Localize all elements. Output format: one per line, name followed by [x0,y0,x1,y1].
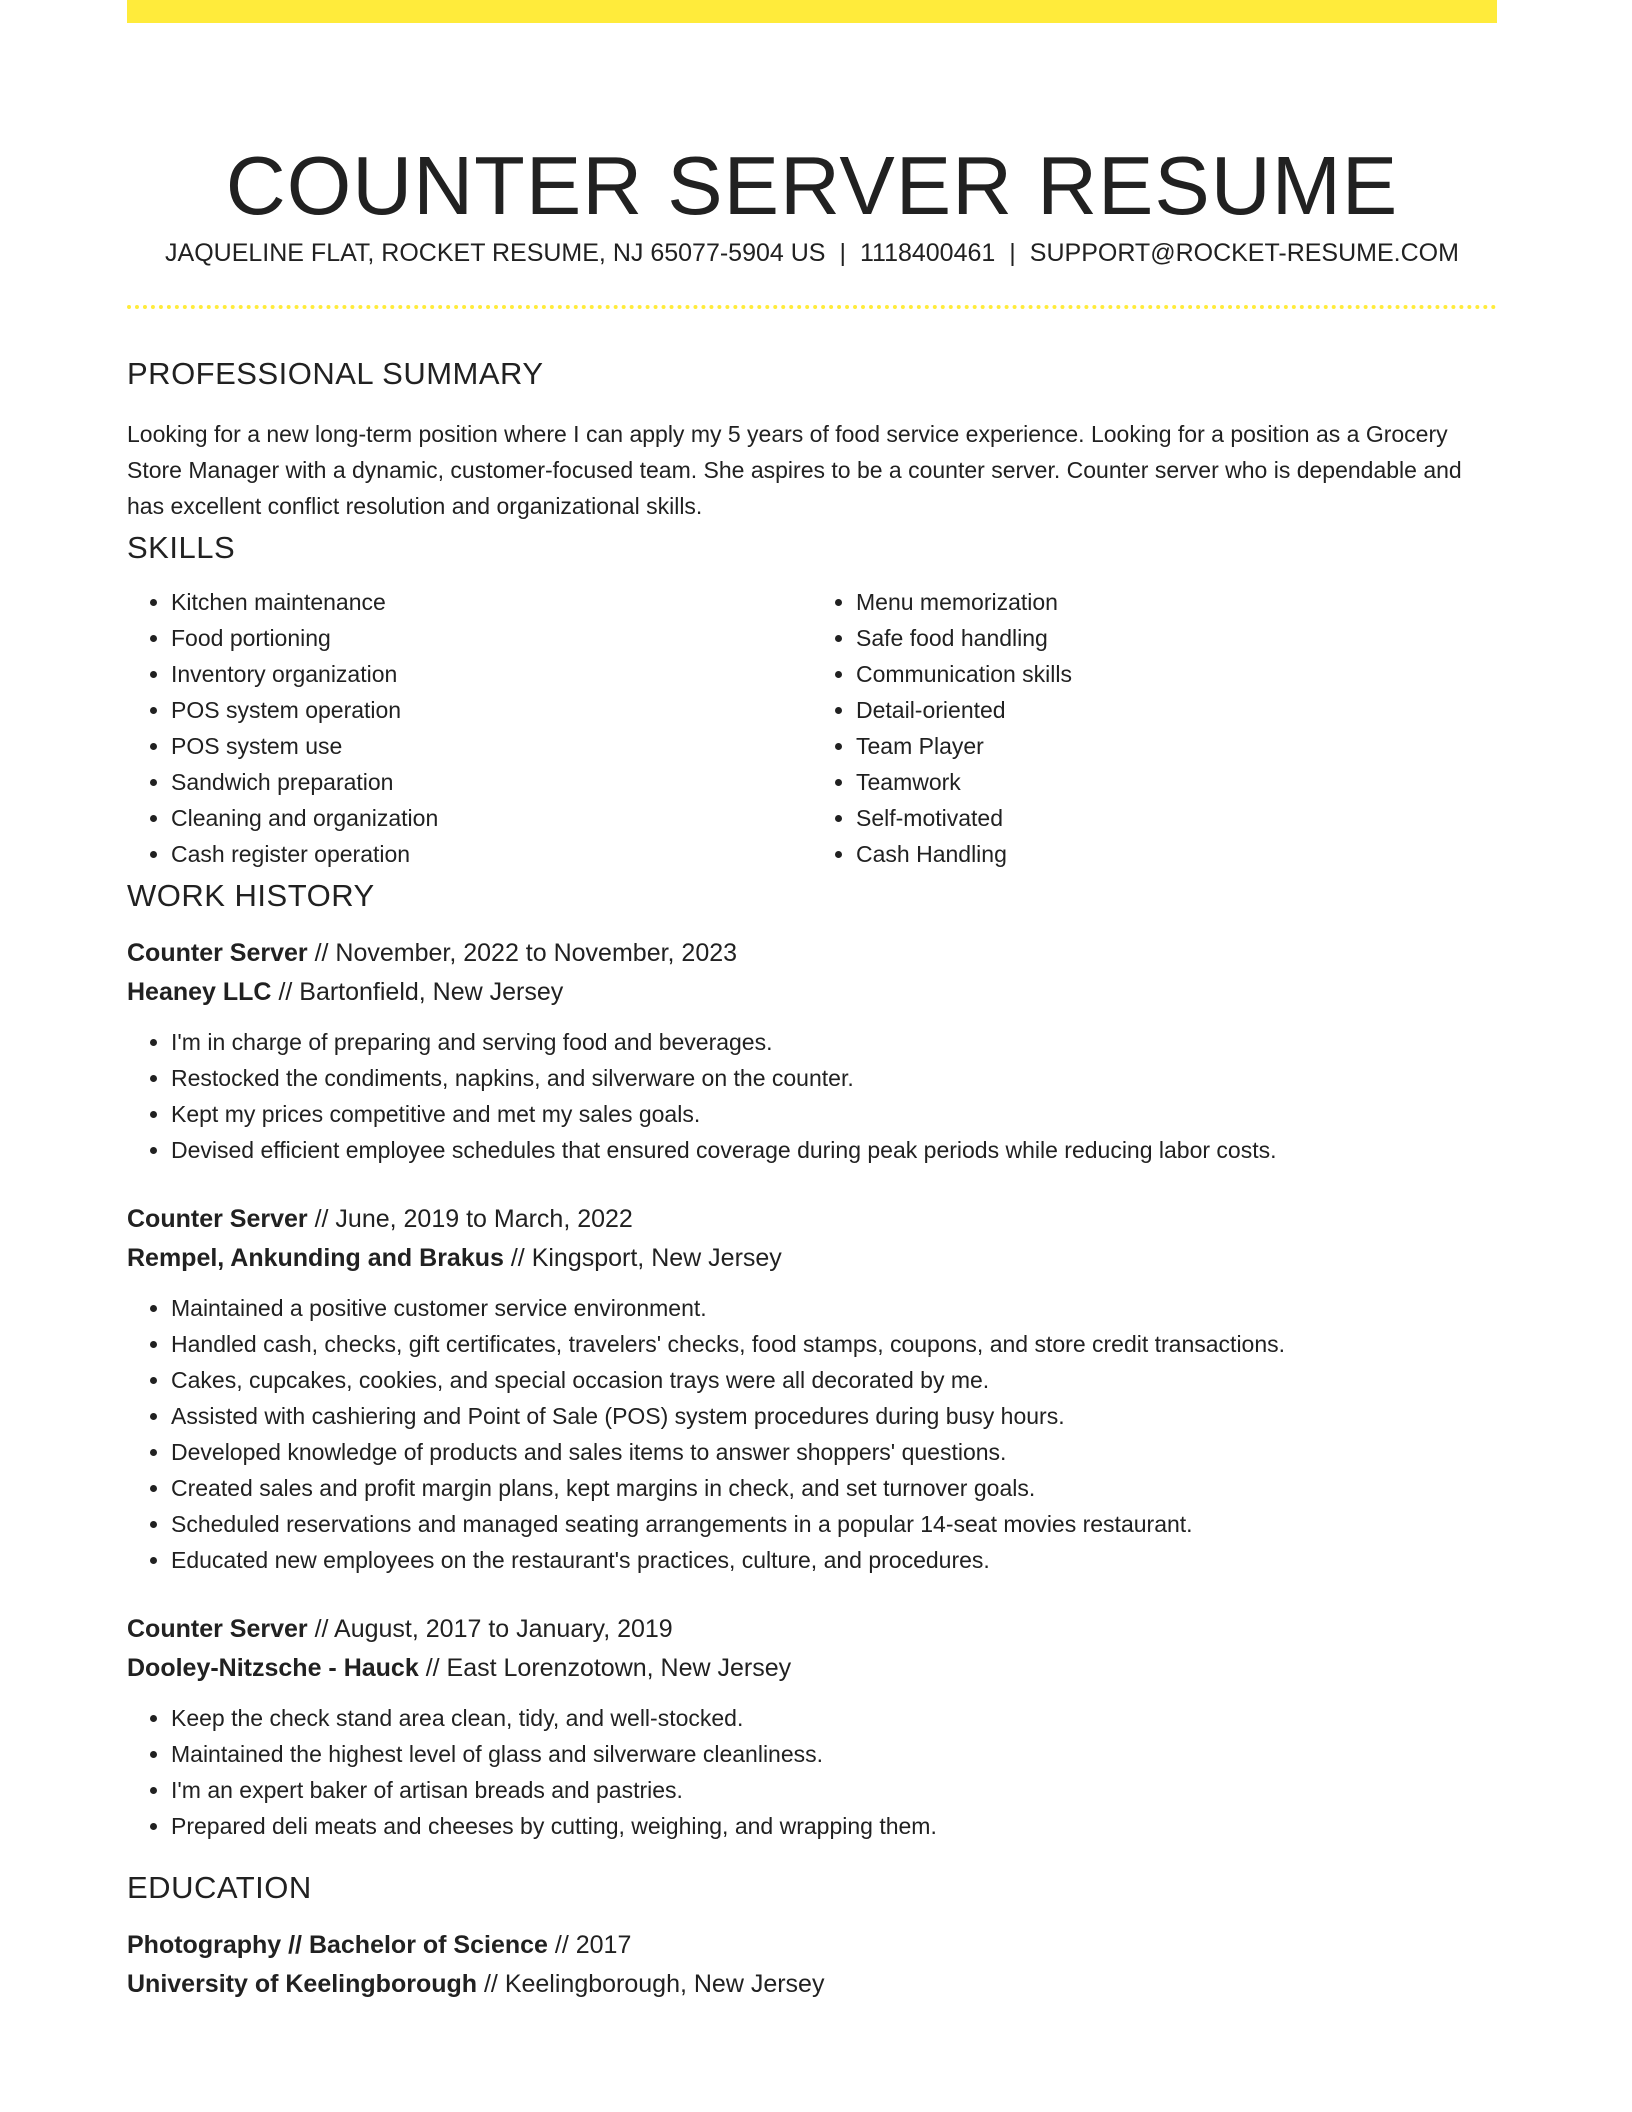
skills-columns [127,584,1497,872]
job-bullet: • Cakes, cupcakes, cookies, and special occasion trays were all decorated by me. [171,1362,1497,1398]
summary-text: Looking for a new long-term position where I can apply my 5 years of food service experience. Looking for a position as a Grocery Store Manager with a dynamic, customer-focused team. She aspires to be a counter server. Counter server who is dependable and has excellent conflict resolution and organizational skills. [127,421,1462,519]
education-school-line [127,1965,1497,2004]
job-bullets [127,1290,1497,1578]
skill-item: • Inventory organization [171,656,812,692]
job-bullets [127,1700,1497,1844]
skill-item: • Safe food handling [856,620,1497,656]
contact-phone: 1118400461 [859,239,996,267]
job-bullet: • Assisted with cashiering and Point of Sale (POS) system procedures during busy hours. [171,1398,1497,1434]
skill-item: • Cleaning and organization [171,800,812,836]
job-company-line [127,973,1497,1012]
job-entry [127,1200,1497,1578]
education-location: // Keelingborough, New Jersey [483,1970,825,1998]
job-title-line [127,934,1497,973]
job-bullet: • Scheduled reservations and managed seating arrangements in a popular 14-seat movies restaurant. [171,1506,1497,1542]
accent-top-bar [127,0,1497,23]
education-degree-line [127,1926,1497,1965]
job-bullet: • Restocked the condiments, napkins, and silverware on the counter. [171,1060,1497,1096]
job-location: // Kingsport, New Jersey [510,1244,782,1272]
skill-item: • Menu memorization [856,584,1497,620]
job-location: // Bartonfield, New Jersey [278,978,564,1006]
education-school: University of Keelingborough [127,1970,478,1998]
job-entry [127,934,1497,1168]
contact-email: SUPPORT@ROCKET-RESUME.COM [1029,239,1459,267]
job-entry [127,1610,1497,1844]
skill-item: • Food portioning [171,620,812,656]
skill-item: • Detail-oriented [856,692,1497,728]
education-year: // 2017 [554,1931,632,1959]
work-history-heading: WORK HISTORY [127,878,375,913]
job-dates: // November, 2022 to November, 2023 [314,939,738,967]
skills-list-right [812,584,1497,872]
skill-item: • Kitchen maintenance [171,584,812,620]
skill-item: • Sandwich preparation [171,764,812,800]
job-bullet: • Keep the check stand area clean, tidy, and well-stocked. [171,1700,1497,1736]
contact-address: JAQUELINE FLAT, ROCKET RESUME, NJ 65077-5904 US [165,239,826,267]
job-company-line [127,1239,1497,1278]
job-bullet: • Created sales and profit margin plans, kept margins in check, and set turnover goals. [171,1470,1497,1506]
job-company: Dooley-Nitzsche - Hauck [127,1654,419,1682]
job-title: Counter Server [127,1615,308,1643]
contact-separator: | [839,239,846,267]
job-bullet: • Developed knowledge of products and sales items to answer shoppers' questions. [171,1434,1497,1470]
job-bullet: • Educated new employees on the restaurant's practices, culture, and procedures. [171,1542,1497,1578]
job-bullet: • Kept my prices competitive and met my sales goals. [171,1096,1497,1132]
job-bullet: • Maintained a positive customer service environment. [171,1290,1497,1326]
summary-heading: PROFESSIONAL SUMMARY [127,356,544,391]
job-company: Rempel, Ankunding and Brakus [127,1244,504,1272]
job-dates: // August, 2017 to January, 2019 [314,1615,673,1643]
skill-item: • POS system use [171,728,812,764]
job-title-line [127,1610,1497,1649]
skill-item: • Communication skills [856,656,1497,692]
skills-list-left [127,584,812,872]
education-heading: EDUCATION [127,1870,312,1905]
job-title: Counter Server [127,939,308,967]
skill-item: • Cash Handling [856,836,1497,872]
job-bullet: • Handled cash, checks, gift certificates, travelers' checks, food stamps, coupons, and store credit transactions. [171,1326,1497,1362]
job-bullet: • I'm an expert baker of artisan breads and pastries. [171,1772,1497,1808]
skill-item: • POS system operation [171,692,812,728]
job-company-line [127,1649,1497,1688]
page-title: COUNTER SERVER RESUME [225,138,1399,232]
job-company: Heaney LLC [127,978,272,1006]
job-bullet: • Prepared deli meats and cheeses by cutting, weighing, and wrapping them. [171,1808,1497,1844]
resume-content [127,350,1497,2004]
job-bullet: • I'm in charge of preparing and serving food and beverages. [171,1024,1497,1060]
skills-heading: SKILLS [127,530,236,565]
job-location: // East Lorenzotown, New Jersey [425,1654,792,1682]
contact-line [127,236,1497,270]
contact-separator: | [1009,239,1016,267]
job-bullet: • Maintained the highest level of glass and silverware cleanliness. [171,1736,1497,1772]
job-bullet: • Devised efficient employee schedules that ensured coverage during peak periods while reducing labor costs. [171,1132,1497,1168]
job-title-line [127,1200,1497,1239]
job-bullets [127,1024,1497,1168]
dotted-divider [127,305,1497,309]
education-entry [127,1926,1497,2004]
job-title: Counter Server [127,1205,308,1233]
skill-item: • Cash register operation [171,836,812,872]
job-dates: // June, 2019 to March, 2022 [314,1205,633,1233]
skill-item: • Teamwork [856,764,1497,800]
skill-item: • Team Player [856,728,1497,764]
education-degree: Photography // Bachelor of Science [127,1931,548,1959]
skill-item: • Self-motivated [856,800,1497,836]
